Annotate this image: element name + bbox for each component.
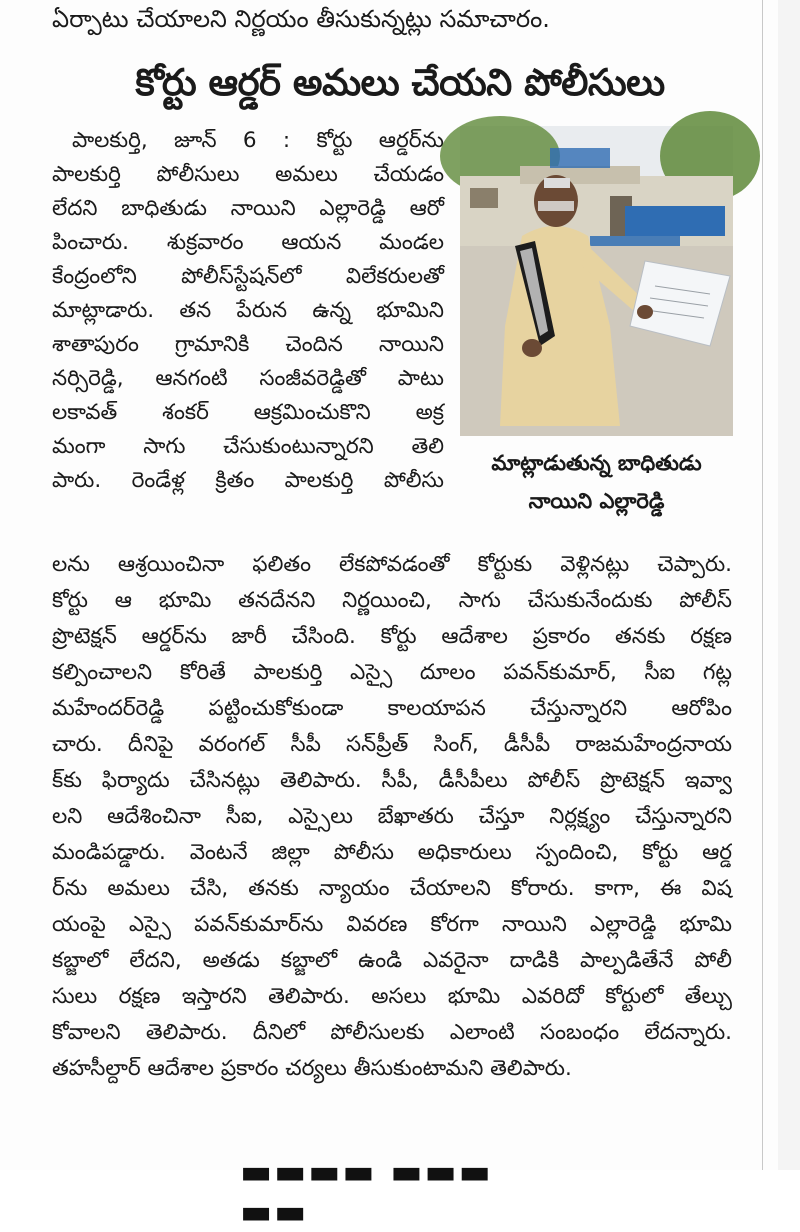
body-line: కబ్జాలో లేదని, అతడు కబ్జాలో ఉండి ఎవరైనా దాడికి పాల్పడితేనే పోలీ: [52, 948, 732, 973]
article-headline: కోర్టు ఆర్డర్ అమలు చేయని పోలీసులు: [135, 61, 665, 104]
body-line: శాతాపురం గ్రామానికి చెందిన నాయిని: [52, 332, 444, 357]
body-line: లేదని బాధితుడు నాయిని ఎల్లారెడ్డి ఆరో: [52, 196, 444, 221]
body-line: చారు. దీనిపై వరంగల్ సీపీ సన్‌ప్రీత్ సింగ్, డీసీపీ రాజమహేంద్రనాయ: [52, 732, 732, 757]
body-line: లని ఆదేశించినా సీఐ, ఎస్సైలు బేఖాతరు చేస్తూ నిర్లక్ష్యం చేస్తున్నారని: [52, 804, 732, 829]
photo-caption-line: మాట్లాడుతున్న బాధితుడు: [491, 451, 702, 475]
body-line-last: తహసీల్దార్ ఆదేశాల ప్రకారం చర్యలు తీసుకుంటామని తెలిపారు.: [52, 1056, 572, 1081]
body-line: క్‌కు ఫిర్యాదు చేసినట్లు తెలిపారు. సీపీ, డీసీపీలు పోలీస్ ప్రొటెక్షన్ ఇవ్వా: [52, 768, 732, 793]
column-rule: [762, 0, 763, 1170]
body-line: మంగా సాగు చేసుకుంటున్నారని తెలి: [52, 434, 444, 459]
body-line: సులు రక్షణ ఇస్తారని తెలిపారు. అసలు భూమి ఎవరిదో కోర్టులో తేల్చు: [52, 984, 732, 1009]
body-line: నర్సిరెడ్డి, ఆనగంటి సంజీవరెడ్డితో పాటు: [52, 366, 444, 391]
body-line: ర్‌ను అమలు చేసి, తనకు న్యాయం చేయాలని కోరారు. కాగా, ఈ విష: [52, 876, 732, 901]
body-line: కల్పించాలని కోరితే పాలకుర్తి ఎస్సై దూలం పవన్‌కుమార్, సీఐ గట్ల: [52, 660, 732, 685]
next-article-heading-cropped: ▬▬▬▬ ▬▬▬ ▬▬: [240, 1152, 493, 1232]
page-edge-strip: [778, 0, 800, 1170]
body-line: కేంద్రంలోని పోలీస్‌స్టేషన్‌లో విలేకరులతో: [52, 264, 444, 289]
body-line: పాలకుర్తి పోలీసులు అమలు చేయడం: [52, 162, 444, 187]
body-line: మండిపడ్డారు. వెంటనే జిల్లా పోలీసు అధికారులు స్పందించి, కోర్టు ఆర్డ: [52, 840, 732, 865]
body-line: మహేందర్‌రెడ్డి పట్టించుకోకుండా కాలయాపన చేస్తున్నారని ఆరోపిం: [52, 696, 732, 721]
body-line: ప్రొటెక్షన్ ఆర్డర్‌ను జారీ చేసింది. కోర్టు ఆదేశాల ప్రకారం తనకు రక్షణ: [52, 624, 732, 649]
body-line: కోవాలని తెలిపారు. దీనిలో పోలీసులకు ఎలాంటి సంబంధం లేదన్నారు.: [52, 1020, 732, 1045]
photo-caption-line: నాయిని ఎల్లారెడ్డి: [528, 489, 665, 513]
previous-article-last-line: ఏర్పాటు చేయాలని నిర్ణయం తీసుకున్నట్లు సమాచారం.: [52, 5, 550, 33]
photo-illustration: [460, 126, 733, 436]
body-line: లకావత్ శంకర్ ఆక్రమించుకొని అక్ర: [52, 400, 444, 425]
body-line: పారు. రెండేళ్ల క్రితం పాలకుర్తి పోలీసు: [52, 468, 444, 493]
body-line: పించారు. శుక్రవారం ఆయన మండల: [52, 230, 444, 255]
body-line: యంపై ఎస్సై పవన్‌కుమార్‌ను వివరణ కోరగా నాయిని ఎల్లారెడ్డి భూమి: [52, 912, 732, 937]
body-line: లను ఆశ్రయించినా ఫలితం లేకపోవడంతో కోర్టుకు వెళ్లినట్లు చెప్పారు.: [52, 552, 732, 577]
body-line: పాలకుర్తి, జూన్ 6 : కోర్టు ఆర్డర్‌ను: [72, 128, 444, 153]
body-line: మాట్లాడారు. తన పేరున ఉన్న భూమిని: [52, 298, 444, 323]
article-photo: [460, 126, 733, 436]
body-line: కోర్టు ఆ భూమి తనదేనని నిర్ణయించి, సాగు చేసుకునేందుకు పోలీస్: [52, 588, 732, 613]
